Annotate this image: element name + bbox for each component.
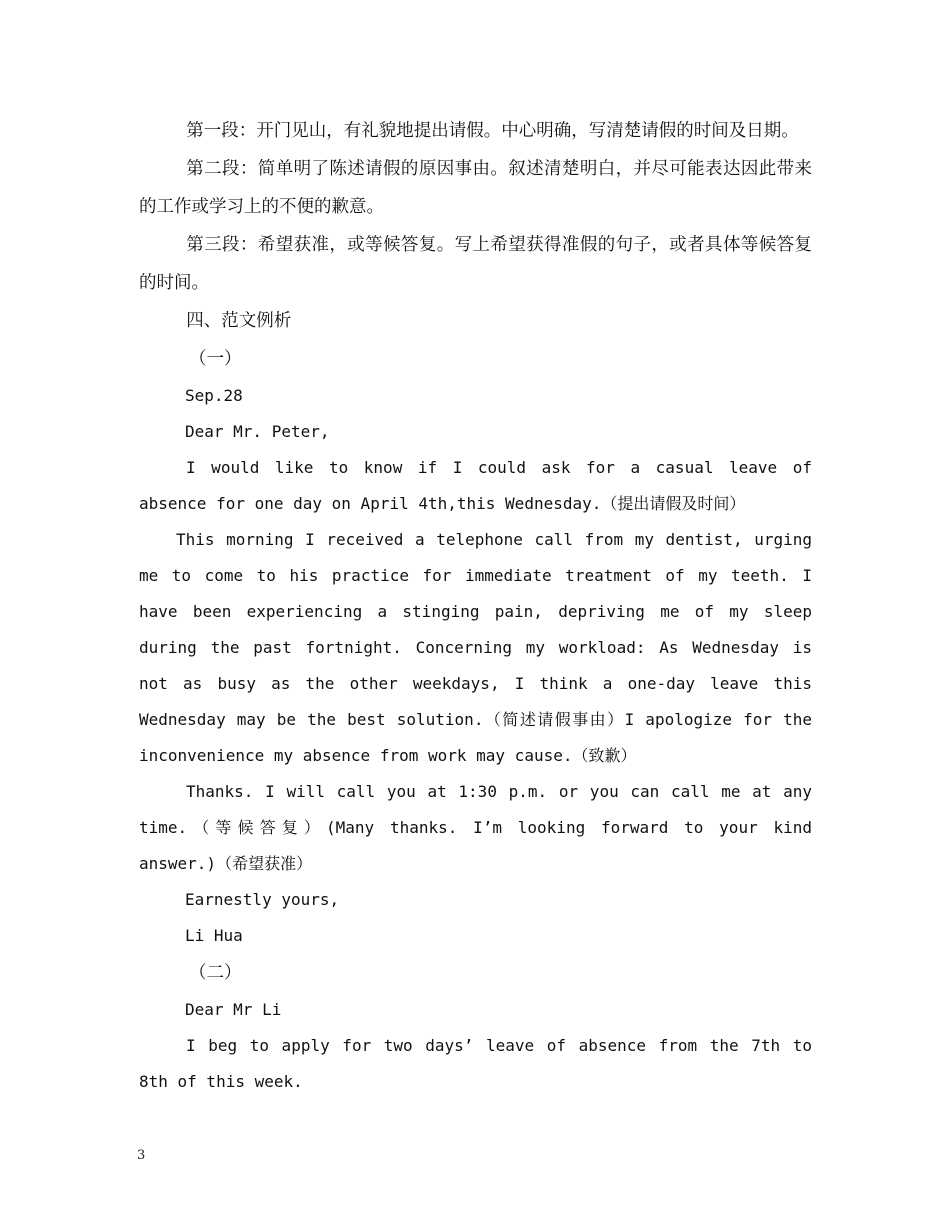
- letter-1-paragraph-3: Thanks. I will call you at 1:30 p.m. or you can call me at any time.（等候答复）(Many thanks. I’m looking forward to your kind answer.)（希望获准）: [139, 782, 812, 873]
- paragraph-1: 第一段：开门见山，有礼貌地提出请假。中心明确，写清楚请假的时间及日期。: [186, 121, 799, 141]
- paragraph-3: 第三段：希望获准，或等候答复。写上希望获得准假的句子，或者具体等候答复的时间。: [139, 235, 812, 293]
- letter-2-paragraph-1: I beg to apply for two days’ leave of absence from the 7th to 8th of this week.: [139, 1036, 812, 1091]
- page-number: 3: [137, 1148, 146, 1163]
- example-2-label: （二）: [189, 963, 242, 983]
- letter-1-date: Sep.28: [185, 386, 243, 405]
- letter-1-paragraph-2: This morning I received a telephone call from my dentist, urging me to come to his practice for immediate treatment of my teeth. I have been experiencing a stinging pain, depriving me of my sleep during the past fortnight. Concerning my workload: As Wednesday is not as busy as the other weekdays, I think a one-day leave this Wednesday may be the best solution.（简述请假事由）I apologize for the inconvenience my absence from work may cause.（致歉）: [139, 530, 812, 765]
- paragraph-2: 第二段：简单明了陈述请假的原因事由。叙述清楚明白，并尽可能表达因此带来的工作或学习上的不便的歉意。: [139, 159, 812, 217]
- letter-1-closing: Earnestly yours,: [185, 890, 340, 909]
- letter-1-paragraph-1: I would like to know if I could ask for a casual leave of absence for one day on April 4th,this Wednesday.（提出请假及时间）: [139, 458, 812, 513]
- example-1-label: （一）: [189, 349, 242, 369]
- letter-2-greeting: Dear Mr Li: [185, 1000, 282, 1019]
- section-heading: 四、范文例析: [186, 311, 292, 331]
- document-body: [139, 112, 812, 1100]
- letter-1-greeting: Dear Mr. Peter,: [185, 422, 330, 441]
- letter-1-signature: Li Hua: [185, 926, 243, 945]
